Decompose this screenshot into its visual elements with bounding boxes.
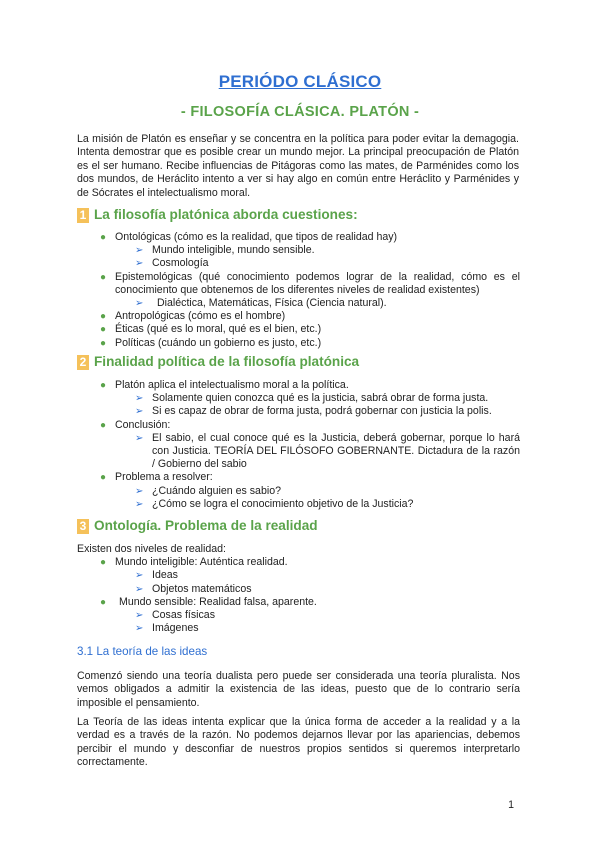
- page-title: PERIÓDO CLÁSICO: [218, 72, 382, 91]
- section-3-heading: [77, 518, 318, 534]
- list-subitem: ➢ ¿Cuándo alguien es sabio?: [135, 484, 281, 497]
- bullet-icon: ●: [100, 271, 107, 283]
- page-number: 1: [508, 799, 514, 811]
- section-2-heading: [77, 354, 359, 370]
- section-1-list: [77, 231, 520, 350]
- list-item: ● Antropológicas (cómo es el hombre): [100, 310, 286, 323]
- arrow-bullet-icon: ➢: [135, 485, 144, 497]
- subsection-paragraph-1: Comenzó siendo una teoría dualista pero puede ser considerada una teoría pluralista. Nos vemos obligados a admitir la existencia de las ideas, puesto que de lo contrario sería imposible el pensamiento.: [77, 670, 520, 709]
- list-item: ● Epistemológicas (qué conocimiento podemos lograr de la realidad, cómo es el conocimiento que obtenemos de los diferentes niveles de realidad existentes): [100, 270, 520, 296]
- list-subitem: ➢ Objetos matemáticos: [135, 582, 252, 595]
- bullet-icon: ●: [100, 324, 107, 336]
- list-item: ● Ontológicas (cómo es la realidad, que tipos de realidad hay): [100, 231, 398, 243]
- section-number-badge: 2: [77, 355, 89, 370]
- bullet-icon: ●: [100, 380, 107, 391]
- list-subitem: ➢ Solamente quien conozca qué es la justicia, sabrá obrar de forma justa.: [135, 392, 489, 405]
- arrow-bullet-icon: ➢: [135, 258, 144, 270]
- list-subitem: ➢ Mundo inteligible, mundo sensible.: [135, 244, 315, 257]
- section-heading-text: Ontología. Problema de la realidad: [94, 518, 318, 533]
- section-heading-text: La filosofía platónica aborda cuestiones:: [94, 207, 358, 222]
- list-subitem: ➢ El sabio, el cual conoce qué es la Justicia, deberá gobernar, porque lo hará con Justicia. TEORÍA DEL FILÓSOFO GOBERNANTE. Dictadura de la razón / Gobierno del sabio: [135, 431, 520, 471]
- section-3-list: [77, 543, 520, 635]
- bullet-icon: ●: [100, 419, 107, 431]
- arrow-bullet-icon: ➢: [135, 298, 144, 310]
- list-subitem: ➢ Imágenes: [135, 622, 199, 635]
- section-number-badge: 1: [77, 208, 89, 223]
- bullet-icon: ●: [100, 472, 107, 484]
- arrow-bullet-icon: ➢: [135, 406, 144, 418]
- bullet-icon: ●: [100, 337, 107, 349]
- arrow-bullet-icon: ➢: [135, 583, 144, 595]
- section-3-lead: Existen dos niveles de realidad:: [77, 543, 226, 555]
- section-heading-text: Finalidad política de la filosofía platónica: [94, 354, 360, 369]
- subsection-paragraph-2: La Teoría de las ideas intenta explicar que la única forma de acceder a la realidad y a la verdad es a través de la razón. No podemos dejarnos llevar por las apariencias, debemos percibir el mundo y desconfiar de nuestros propios sentidos si queremos interpretarlo correctamente.: [77, 716, 520, 769]
- list-item: ● Conclusión:: [100, 418, 171, 431]
- bullet-icon: ●: [100, 232, 107, 243]
- list-item: ● Platón aplica el intelectualismo moral a la política.: [100, 379, 349, 391]
- section-1-heading: [77, 207, 358, 223]
- list-item: ● Problema a resolver:: [100, 471, 213, 484]
- arrow-bullet-icon: ➢: [135, 245, 144, 257]
- list-subitem: ➢ Cosas físicas: [135, 609, 215, 622]
- bullet-icon: ●: [100, 557, 107, 569]
- list-subitem: ➢ Si es capaz de obrar de forma justa, podrá gobernar con justicia la polis.: [135, 405, 492, 418]
- arrow-bullet-icon: ➢: [135, 393, 144, 405]
- arrow-bullet-icon: ➢: [135, 432, 144, 444]
- bullet-icon: ●: [100, 311, 107, 323]
- list-item: ● Políticas (cuándo un gobierno es justo, etc.): [100, 336, 322, 349]
- section-2-list: [77, 379, 520, 511]
- intro-paragraph: La misión de Platón es enseñar y se concentra en la política para poder evitar la demagogia. Intenta demostrar que es posible crear un mundo mejor. La principal preocupación de Platón es el ser humano. Recibe influencias de Pitágoras como las mates, de Parménides como los dos mundos, de Heráclito intento a ver si hay algo en común entre Heráclito y Parménides y de Sócrates el intelectualismo moral.: [77, 133, 519, 199]
- list-item: ● Éticas (qué es lo moral, qué es el bien, etc.): [100, 323, 322, 336]
- page-subtitle: - FILOSOFÍA CLÁSICA. PLATÓN -: [180, 104, 420, 120]
- list-item: ● Mundo sensible: Realidad falsa, aparente.: [100, 595, 317, 608]
- list-subitem: ➢ Cosmología: [135, 257, 209, 270]
- arrow-bullet-icon: ➢: [135, 570, 144, 582]
- section-number-badge: 3: [77, 519, 89, 534]
- list-subitem: ➢ Ideas: [135, 569, 178, 582]
- arrow-bullet-icon: ➢: [135, 623, 144, 635]
- subsection-3-1-heading: 3.1 La teoría de las ideas: [77, 645, 208, 658]
- arrow-bullet-icon: ➢: [135, 610, 144, 622]
- bullet-icon: ●: [100, 596, 107, 608]
- arrow-bullet-icon: ➢: [135, 498, 144, 510]
- list-subitem: ➢ Dialéctica, Matemáticas, Física (Ciencia natural).: [135, 297, 387, 310]
- list-item: ● Mundo inteligible: Auténtica realidad.: [100, 556, 288, 569]
- list-subitem: ➢ ¿Cómo se logra el conocimiento objetivo de la Justicia?: [135, 497, 414, 510]
